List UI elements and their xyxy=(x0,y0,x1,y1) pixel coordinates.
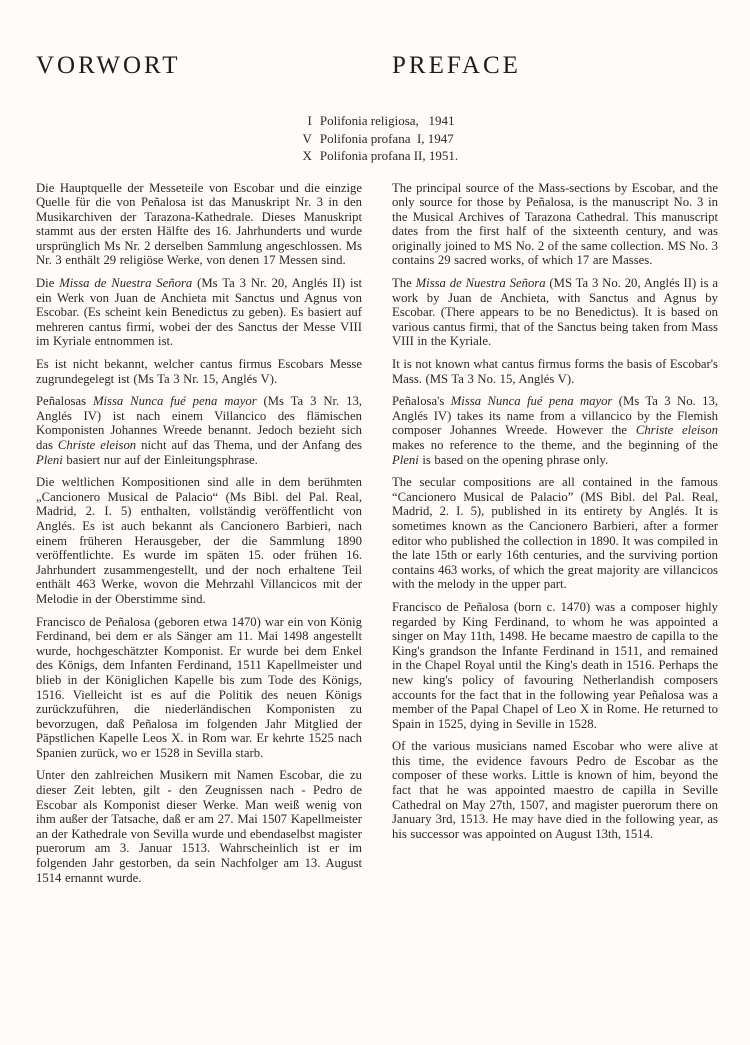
paragraph: Of the various musicians named Escobar who were alive at this time, the evidence favours Pedro de Escobar as the composer of these works. Little is known of him, beyond the fact that he was appointed maestro de capilla in Seville Cathedral on May 27th, 1507, and magister puerorum there on January 3rd, 1513. He may have died in the following year, as his successor was appointed on August 13th, 1514. xyxy=(392,739,718,841)
volume-numeral: I xyxy=(307,113,312,128)
paragraph: Peñalosas Missa Nunca fué pena mayor (Ms Ta 3 Nr. 13, Anglés IV) ist nach einem Villancico des flämischen Komponisten Johannes Wreede benannt. Jedoch bezieht sich das Christe eleison nicht auf das Thema, und der Anfang des Pleni basiert nur auf der Einleitungsphrase. xyxy=(36,394,362,467)
volume-list xyxy=(296,112,458,165)
volume-numeral: X xyxy=(302,148,312,163)
paragraph: The secular compositions are all contained in the famous “Cancionero Musical de Palacio” (MS Bibl. del Pal. Real, Madrid, 2. I. 5), published in its entirety by Anglés. It is sometimes known as the Cancionero Barbieri, after a former editor who published the collection in 1890. It was compiled in the late 15th or early 16th centuries, and the surviving portion contains 463 works, of which the great majority are villancicos with the melody in the upper part. xyxy=(392,475,718,592)
paragraph: The Missa de Nuestra Señora (MS Ta 3 No. 20, Anglés II) is a work by Juan de Anchieta, with Sanctus and Agnus by Escobar. (There appears to be no Benedictus). It is based on various cantus firmi, that of the Sanctus being taken from Mass VIII in the Kyriale. xyxy=(392,276,718,349)
paragraph: Peñalosa's Missa Nunca fué pena mayor (Ms Ta 3 No. 13, Anglés IV) takes its name from a villancico by the Flemish composer Johannes Wreede. However the Christe eleison makes no reference to the theme, and the beginning of the Pleni is based on the opening phrase only. xyxy=(392,394,718,467)
paragraph: It is not known what cantus firmus forms the basis of Escobar's Mass. (MS Ta 3 No. 15, Anglés V). xyxy=(392,357,718,386)
volume-entry: Polifonia profana II, 1951. xyxy=(319,148,459,163)
paragraph: Die Hauptquelle der Messeteile von Escobar und die einzige Quelle für die von Peñalosa ist das Manuskript Nr. 3 in den Musikarchiven der Tarazona-Kathedrale. Dieses Manuskript stammt aus der ersten Hälfte des 16. Jahrhunderts und wurde ursprünglich Ms Nr. 2 derselben Sammlung angeschlossen. Ms Nr. 3 enthält 29 religiöse Werke, von denen 17 Messen sind. xyxy=(36,180,362,268)
paragraph: Unter den zahlreichen Musikern mit Namen Escobar, die zu dieser Zeit lebten, gilt - den Zeugnissen nach - Pedro de Escobar als Komponist dieser Werke. Man weiß wenig von ihm außer der Tatsache, daß er am 27. Mai 1507 Kapellmeister an der Kathedrale von Sevilla wurde und ebendaselbst magister puerorum am 3. Januar 1513. Wahrscheinlich ist er im folgenden Jahr gestorben, da sein Nachfolger am 13. August 1514 ernannt wurde. xyxy=(36,768,362,885)
volume-entry: Polifonia profana I, 1947 xyxy=(319,130,454,146)
volume-entry: Polifonia religiosa, 1941 xyxy=(319,113,455,128)
volume-row xyxy=(296,112,458,130)
english-heading: PREFACE xyxy=(392,52,521,79)
german-heading: VORWORT xyxy=(36,52,181,79)
paragraph: Francisco de Peñalosa (geboren etwa 1470) war ein von König Ferdinand, bei dem er als Sänger am 11. Mai 1498 angestellt wurde, hochgeschätzter Komponist. Er wurde bei dem Enkel des Königs, dem Infanten Ferdinand, 1511 Kapellmeister und blieb in der Königlichen Kapelle bis zum Tode des Königs, 1516. Vielleicht ist es auf die Politik des neuen Königs zurückzuführen, die niederländischen Komponisten zu bevorzugen, daß Peñalosa im folgenden Jahr Mitglied der Päpstlichen Kapelle Leos X. in Rom war. Er kehrte 1525 nach Spanien zurück, wo er 1528 in Sevilla starb. xyxy=(36,614,362,760)
german-column-body xyxy=(36,181,362,886)
paragraph: Die weltlichen Kompositionen sind alle in dem berühmten „Cancionero Musical de Palacio“ (Ms Bibl. del Pal. Real, Madrid, 2. I. 5) enthalten, vollständig veröffentlicht von Anglés. Es ist auch bekannt als Cancionero Barbieri, nach einem früheren Herausgeber, der die Sammlung 1890 veröffentlichte. Es wurde im späten 15. oder frühen 16. Jahrhundert zusammengestellt, und der noch erhaltene Teil enthält 463 Werke, wovon die Mehrzahl Villancicos mit der Melodie in der Oberstimme sind. xyxy=(36,475,362,606)
english-column-top xyxy=(392,52,718,108)
paragraph: Die Missa de Nuestra Señora (Ms Ta 3 Nr. 20, Anglés II) ist ein Werk von Juan de Anchieta mit Sanctus und Agnus von Escobar. (Es scheint kein Benedictus zu geben). Es basiert auf mehreren cantus firmi, wobei der des Sanctus der Messe VIII im Kyriale entnommen ist. xyxy=(36,276,362,349)
paragraph: Es ist nicht bekannt, welcher cantus firmus Escobars Messe zugrundegelegt ist (Ms Ta 3 Nr. 15, Anglés V). xyxy=(36,357,362,386)
heading-and-intro-row xyxy=(36,52,718,108)
paragraph: Francisco de Peñalosa (born c. 1470) was a composer highly regarded by King Ferdinand, to whom he was appointed a singer on May 11th, 1498. He became maestro de capilla to the King's grandson the Infante Ferdinand in 1511, and remained in the Chapel Royal until the King's death in 1516. Perhaps the new king's policy of favouring Netherlandish composers accounts for the fact that in the following year Peñalosa was a member of the Papal Chapel of Leo X in Rome. He returned to Spain in 1525, dying in Seville in 1528. xyxy=(392,599,718,731)
volume-numeral: V xyxy=(302,130,312,146)
paragraph: The principal source of the Mass-sections by Escobar, and the only source for those by Peñalosa, is the manuscript No. 3 in the Musical Archives of Tarazona Cathedral. This manuscript dates from the first half of the sixteenth century, and was originally joined to MS No. 2 of the same collection. MS No. 3 contains 29 sacred works, of which 17 are Masses. xyxy=(392,180,718,268)
english-column-body xyxy=(392,181,718,886)
body-text-row xyxy=(36,181,718,886)
german-column-top xyxy=(36,52,362,108)
volume-row xyxy=(296,147,458,165)
volume-row xyxy=(296,130,458,148)
